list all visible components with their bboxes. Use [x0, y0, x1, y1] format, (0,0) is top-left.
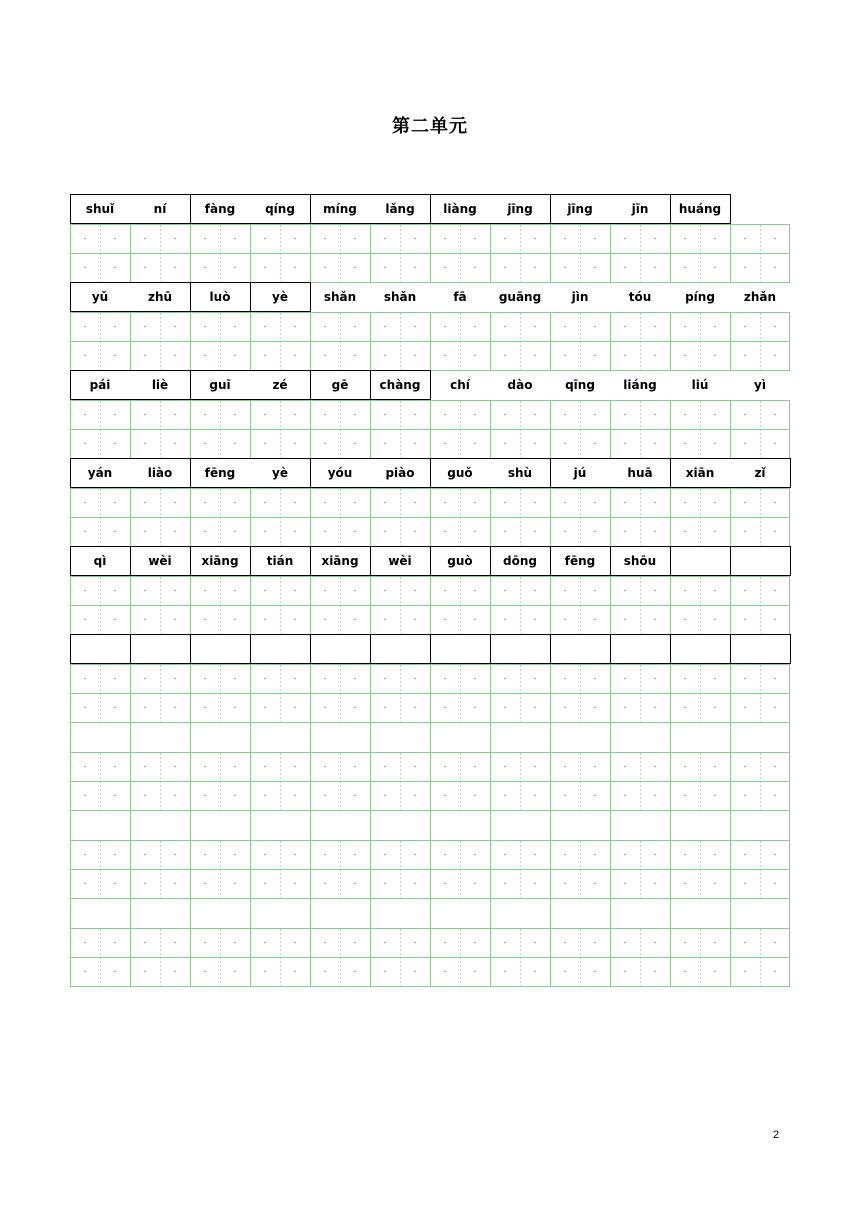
pinyin-syllable: fēng	[204, 466, 236, 480]
pinyin-word-box	[190, 634, 251, 664]
pinyin-syllable: xiān	[685, 466, 715, 480]
pinyin-syllable: gē	[331, 378, 349, 392]
pinyin-syllable: yóu	[327, 466, 353, 480]
pinyin-syllable: piào	[385, 466, 415, 480]
writing-grid-row	[70, 576, 790, 634]
pinyin-word-box	[670, 634, 731, 664]
pinyin-syllable: qì	[93, 554, 107, 568]
pinyin-word-box	[430, 634, 491, 664]
writing-grid	[70, 488, 790, 547]
writing-grid	[70, 928, 790, 987]
writing-grid	[70, 312, 790, 371]
pinyin-syllable: xiāng	[201, 554, 239, 568]
writing-grid	[70, 224, 790, 283]
pinyin-row	[70, 282, 790, 312]
pinyin-row	[70, 546, 790, 576]
pinyin-syllable: shù	[507, 466, 533, 480]
writing-grid	[70, 400, 790, 459]
pinyin-syllable: fā	[453, 290, 467, 304]
writing-grid	[70, 840, 790, 899]
pinyin-word-box	[70, 634, 131, 664]
pinyin-syllable: guò	[447, 554, 473, 568]
writing-grid-row	[70, 224, 790, 282]
pinyin-syllable: píng	[685, 290, 715, 304]
pinyin-word-box	[250, 634, 311, 664]
pinyin-row	[70, 370, 790, 400]
pinyin-row	[70, 634, 790, 664]
writing-grid-row	[70, 488, 790, 546]
pinyin-syllable: jīng	[507, 202, 533, 216]
pinyin-word-box	[610, 634, 671, 664]
pinyin-syllable: shōu	[623, 554, 657, 568]
pinyin-syllable: zhǎn	[743, 290, 777, 304]
pinyin-syllable: fàng	[204, 202, 236, 216]
pinyin-syllable: pái	[89, 378, 111, 392]
pinyin-syllable: jú	[573, 466, 587, 480]
blank-strip-grid	[70, 722, 790, 753]
pinyin-syllable: liào	[147, 466, 173, 480]
pinyin-word-box	[490, 634, 551, 664]
pinyin-syllable: jīn	[631, 202, 649, 216]
pinyin-syllable: míng	[323, 202, 357, 216]
pinyin-word-box	[670, 546, 731, 576]
pinyin-syllable: qīng	[565, 378, 595, 392]
blank-strip-grid	[70, 810, 790, 841]
pinyin-syllable: xiāng	[321, 554, 359, 568]
pinyin-syllable: liàng	[443, 202, 477, 216]
pinyin-syllable: tóu	[628, 290, 652, 304]
pinyin-syllable: guǒ	[447, 466, 473, 480]
writing-grid-row	[70, 928, 790, 986]
pinyin-syllable: qíng	[265, 202, 295, 216]
pinyin-syllable: jìn	[571, 290, 589, 304]
pinyin-syllable: yǔ	[91, 290, 109, 304]
pinyin-syllable: fēng	[564, 554, 596, 568]
character-practice-sheet	[70, 194, 790, 989]
pinyin-syllable: luò	[209, 290, 231, 304]
pinyin-syllable: jīng	[567, 202, 593, 216]
pinyin-word-box	[730, 546, 791, 576]
pinyin-word-box	[310, 634, 371, 664]
pinyin-syllable: guī	[209, 378, 231, 392]
pinyin-syllable: shǎn	[323, 290, 357, 304]
pinyin-word-box	[130, 634, 191, 664]
blank-strip-grid	[70, 898, 790, 929]
pinyin-row	[70, 458, 790, 488]
pinyin-syllable: ní	[153, 202, 167, 216]
pinyin-syllable: liú	[691, 378, 709, 392]
blank-pinyin-strip	[70, 810, 790, 840]
blank-pinyin-strip	[70, 722, 790, 752]
pinyin-syllable: tián	[266, 554, 294, 568]
writing-grid-row	[70, 752, 790, 810]
pinyin-word-box	[370, 634, 431, 664]
page-title: 第二单元	[392, 116, 468, 137]
pinyin-syllable: zé	[272, 378, 288, 392]
writing-grid-row	[70, 840, 790, 898]
pinyin-word-box	[550, 634, 611, 664]
pinyin-syllable: dōng	[503, 554, 537, 568]
pinyin-syllable: yè	[272, 290, 288, 304]
pinyin-syllable: guāng	[498, 290, 542, 304]
pinyin-syllable: yì	[754, 378, 766, 392]
pinyin-row	[70, 194, 790, 224]
pinyin-syllable: wèi	[148, 554, 172, 568]
blank-pinyin-strip	[70, 898, 790, 928]
pinyin-word-box	[730, 634, 791, 664]
pinyin-syllable: yè	[272, 466, 288, 480]
pinyin-syllable: chí	[450, 378, 470, 392]
page-number: 2	[773, 1129, 780, 1141]
pinyin-syllable: yán	[87, 466, 113, 480]
pinyin-syllable: lǎng	[385, 202, 415, 216]
pinyin-syllable: huáng	[678, 202, 722, 216]
writing-grid	[70, 752, 790, 811]
pinyin-syllable: shǎn	[383, 290, 417, 304]
pinyin-syllable: huā	[627, 466, 653, 480]
writing-grid-row	[70, 400, 790, 458]
pinyin-syllable: dào	[507, 378, 533, 392]
writing-grid	[70, 664, 790, 723]
pinyin-syllable: liáng	[623, 378, 657, 392]
pinyin-syllable: zǐ	[754, 466, 766, 480]
pinyin-syllable: zhū	[147, 290, 173, 304]
writing-grid-row	[70, 664, 790, 722]
pinyin-syllable: shuǐ	[85, 202, 115, 216]
writing-grid-row	[70, 312, 790, 370]
pinyin-syllable: wèi	[388, 554, 412, 568]
writing-grid	[70, 576, 790, 635]
pinyin-syllable: chàng	[379, 378, 421, 392]
pinyin-syllable: liè	[151, 378, 169, 392]
